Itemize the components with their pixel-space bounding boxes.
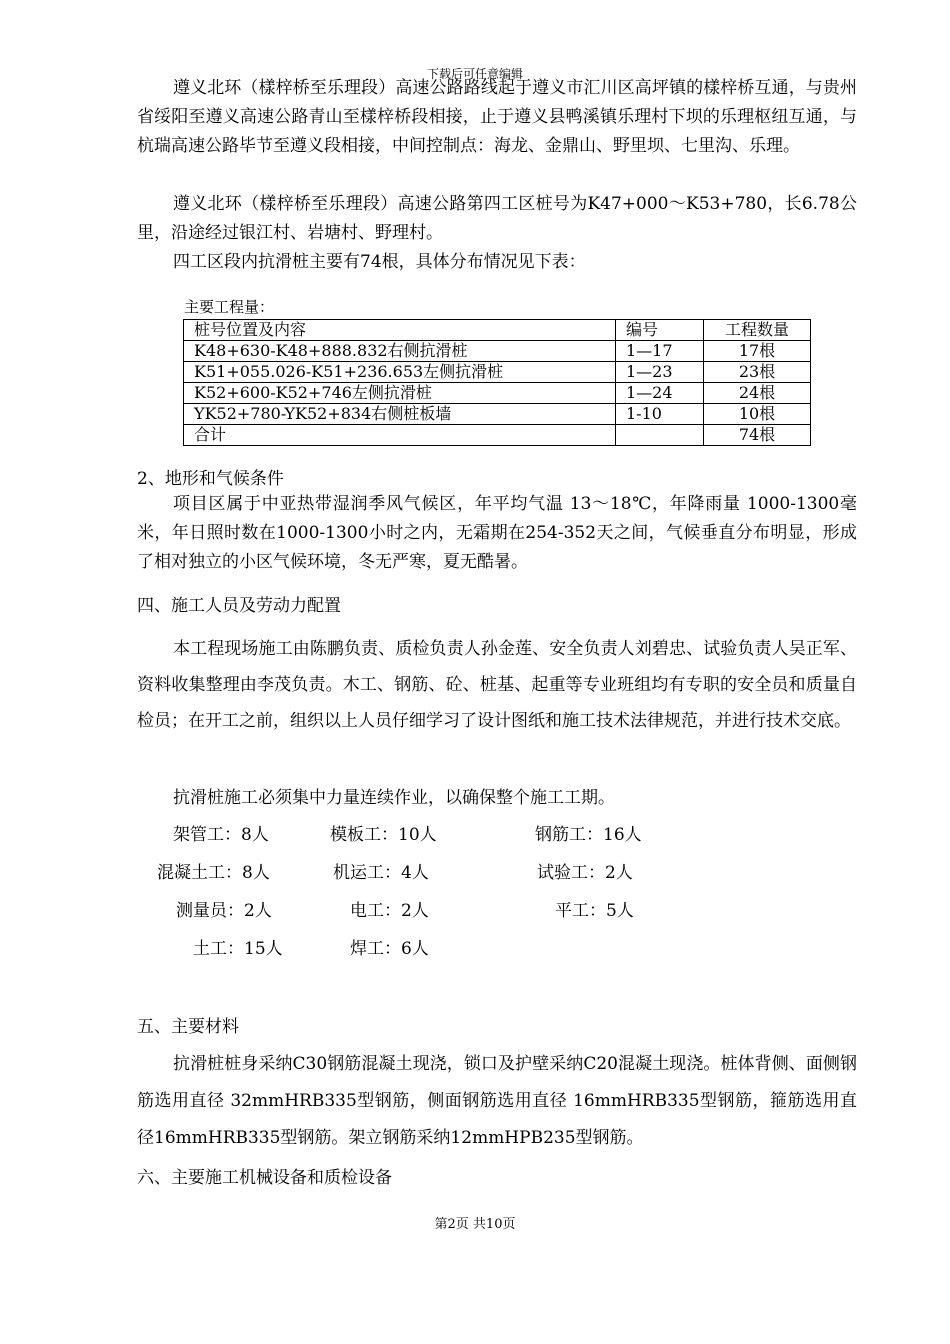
intro-paragraph-1: 遵义北环（樣梓桥至乐理段）高速公路路线起于遵义市汇川区高坪镇的樣梓桥互通，与贵州省绥阳至遵义高速公路青山至樣梓桥段相接，止于遵义县鸭溪镇乐理村下坝的乐理枢纽互通，与杭瑞高速公路毕节至遵义段相接，中间控制点：海龙、金鼎山、野里坝、七里沟、乐理。: [137, 78, 857, 156]
section-4-text-1: 本工程现场施工由陈鹏负责、质检负责人孙金莲、安全负责人刘碧忠、试验负责人吴正军、资料收集整理由李茂负责。木工、钢筋、砼、桩基、起重等专业班组均有专职的安全员和质量自检员；在开工之前，组织以上人员仔细学习了设计图纸和施工技术法律规范，并进行技术交底。: [137, 639, 857, 731]
staff-item: 机运工：4人: [333, 863, 429, 883]
staff-item: 架管工：8人: [173, 825, 269, 845]
staff-item: 焊工：6人: [350, 939, 429, 959]
table-row: [184, 404, 811, 425]
table-row: [184, 383, 811, 404]
staff-item: 平工：5人: [555, 901, 634, 921]
table-header-cell: 工程数量: [704, 320, 811, 341]
table-cell: 10根: [704, 404, 811, 425]
table-header-cell: 桩号位置及内容: [184, 320, 616, 341]
table-cell: [616, 425, 704, 446]
table-cell: 合计: [184, 425, 616, 446]
table-cell: 1-10: [616, 404, 704, 425]
table-total-row: [184, 425, 811, 446]
staff-item: 测量员：2人: [176, 901, 272, 921]
table-label: 主要工程量：: [184, 298, 275, 316]
table-header-row: [184, 320, 811, 341]
intro-paragraph-3: 四工区段内抗滑桩主要有74根，具体分布情况见下表：: [173, 252, 586, 272]
table-cell: K48+630-K48+888.832右侧抗滑桩: [184, 341, 616, 362]
page-footer: 第2页 共10页: [434, 1217, 516, 1232]
table-cell: YK52+780-YK52+834右侧桩板墙: [184, 404, 616, 425]
staff-item: 混凝土工：8人: [157, 863, 270, 883]
staff-item: 电工：2人: [350, 901, 429, 921]
table-cell: 1—24: [616, 383, 704, 404]
table-cell: 1—23: [616, 362, 704, 383]
table-cell: K51+055.026-K51+236.653左侧抗滑桩: [184, 362, 616, 383]
staff-item: 土工：15人: [193, 939, 283, 959]
staff-item: 模板工：10人: [330, 825, 437, 845]
quantity-table: [183, 319, 811, 446]
table-row: [184, 362, 811, 383]
staff-item: 试验工：2人: [537, 863, 633, 883]
table-cell: K52+600-K52+746左侧抗滑桩: [184, 383, 616, 404]
section-6-heading: 六、主要施工机械设备和质检设备: [137, 1168, 392, 1188]
table-cell: 17根: [704, 341, 811, 362]
staff-item: 钢筋工：16人: [535, 825, 642, 845]
table-cell: 74根: [704, 425, 811, 446]
table-cell: 1—17: [616, 341, 704, 362]
section-2-heading: 2、地形和气候条件: [137, 469, 284, 489]
header-note: 下载后可任意编辑: [426, 67, 523, 81]
section-2-text: 项目区属于中亚热带湿润季风气候区，年平均气温 13～18℃，年降雨量 1000-1300毫米，年日照时数在1000-1300小时之内，无霜期在254-352天之间，气候垂直分布明显，形成了相对独立的小区气候环境，冬无严寒，夏无酷暑。: [137, 494, 857, 572]
intro-paragraph-2: 遵义北环（樣梓桥至乐理段）高速公路第四工区桩号为K47+000～K53+780，长6.78公里，沿途经过银江村、岩塘村、野理村。: [137, 194, 857, 243]
table-cell: 23根: [704, 362, 811, 383]
section-5-text: 抗滑桩桩身采纳C30钢筋混凝土现浇，锁口及护壁采纳C20混凝土现浇。桩体背侧、面侧钢筋选用直径 32mmHRB335型钢筋，侧面钢筋选用直径 16mmHRB335型钢筋，箍筋选用直径16mmHRB335型钢筋。架立钢筋采纳12mmHPB235型钢筋。: [137, 1054, 857, 1148]
section-4-heading: 四、施工人员及劳动力配置: [137, 596, 341, 616]
table-header-cell: 编号: [616, 320, 704, 341]
table-cell: 24根: [704, 383, 811, 404]
section-5-heading: 五、主要材料: [137, 1017, 239, 1037]
section-4-text-2: 抗滑桩施工必须集中力量连续作业，以确保整个施工工期。: [173, 788, 615, 808]
table-row: [184, 341, 811, 362]
